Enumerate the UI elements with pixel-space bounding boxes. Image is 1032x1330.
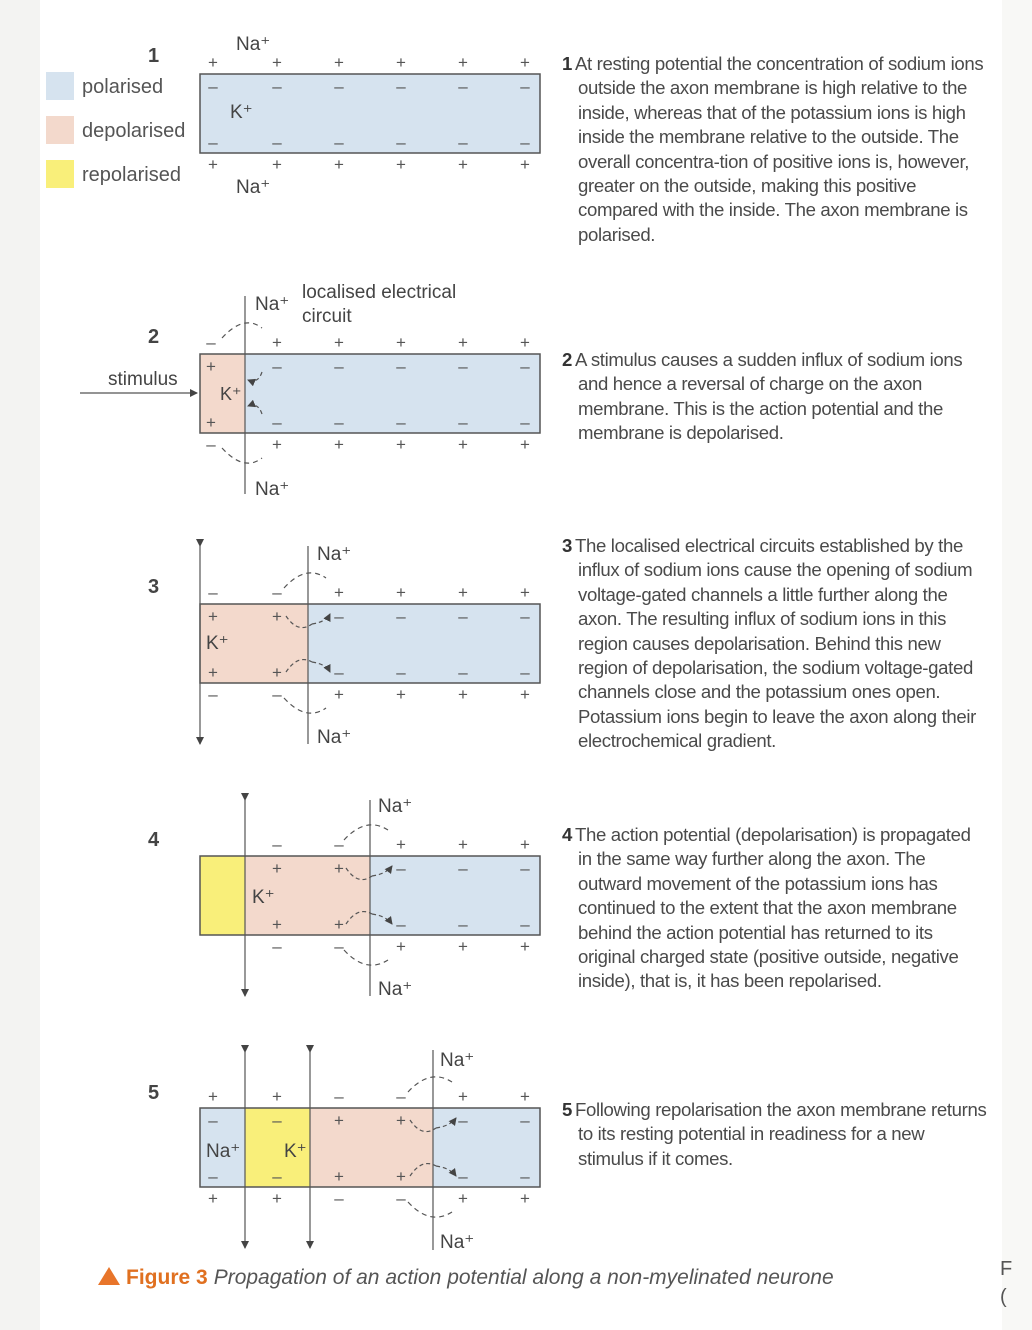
plus-charge: + bbox=[396, 835, 406, 854]
panel-number-1: 1 bbox=[148, 45, 160, 67]
minus-charge: – bbox=[520, 77, 530, 96]
panel-description-text: Following repolarisation the axon membrane returns to its resting potential in readiness for a new stimulus if it comes. bbox=[575, 1099, 987, 1169]
sodium-ion-label: Na⁺ bbox=[317, 544, 352, 565]
legend-swatch-polarised bbox=[46, 72, 74, 100]
plus-charge: + bbox=[272, 607, 282, 626]
plus-charge: + bbox=[396, 1111, 406, 1130]
minus-charge: – bbox=[272, 583, 282, 602]
minus-charge: – bbox=[458, 357, 468, 376]
plus-charge: + bbox=[458, 435, 468, 454]
localised-circuit-label: localised electrical bbox=[302, 282, 457, 303]
plus-charge: + bbox=[334, 685, 344, 704]
plus-charge: + bbox=[458, 685, 468, 704]
plus-charge: + bbox=[272, 915, 282, 934]
plus-charge: + bbox=[458, 583, 468, 602]
panel-description-number: 5 bbox=[562, 1099, 572, 1120]
sodium-ion-label: Na⁺ bbox=[236, 177, 271, 198]
plus-charge: + bbox=[334, 915, 344, 934]
minus-charge: – bbox=[334, 835, 344, 854]
plus-charge: + bbox=[334, 1111, 344, 1130]
plus-charge: + bbox=[458, 155, 468, 174]
axon-panel-2 bbox=[80, 282, 540, 500]
plus-charge: + bbox=[520, 583, 530, 602]
plus-charge: + bbox=[334, 53, 344, 72]
minus-charge: – bbox=[272, 77, 282, 96]
plus-charge: + bbox=[520, 155, 530, 174]
plus-charge: + bbox=[272, 155, 282, 174]
minus-charge: – bbox=[206, 333, 216, 352]
local-circuit-arrow bbox=[284, 573, 326, 588]
plus-charge: + bbox=[208, 53, 218, 72]
minus-charge: – bbox=[396, 357, 406, 376]
plus-charge: + bbox=[520, 937, 530, 956]
next-page-glyph: F bbox=[1000, 1258, 1013, 1280]
plus-charge: + bbox=[458, 1087, 468, 1106]
local-circuit-arrow bbox=[222, 448, 262, 463]
figure-caption-text: Propagation of an action potential along a non-myelinated neurone bbox=[213, 1266, 834, 1289]
plus-charge: + bbox=[396, 333, 406, 352]
panel-number-2: 2 bbox=[148, 326, 160, 348]
minus-charge: – bbox=[334, 663, 344, 682]
plus-charge: + bbox=[334, 1167, 344, 1186]
sodium-ion-label: Na⁺ bbox=[236, 34, 271, 55]
minus-charge: – bbox=[334, 133, 344, 152]
minus-charge: – bbox=[334, 413, 344, 432]
panel-number-4: 4 bbox=[148, 829, 160, 851]
minus-charge: – bbox=[334, 357, 344, 376]
minus-charge: – bbox=[396, 1087, 406, 1106]
potassium-ion-label: K⁺ bbox=[206, 633, 229, 654]
plus-charge: + bbox=[458, 53, 468, 72]
plus-charge: + bbox=[520, 435, 530, 454]
sodium-ion-label: Na⁺ bbox=[206, 1141, 241, 1162]
panel-description-4 bbox=[562, 823, 987, 994]
figure-label: Figure 3 bbox=[126, 1266, 208, 1289]
legend-label-repolarised: repolarised bbox=[82, 164, 181, 186]
minus-charge: – bbox=[208, 77, 218, 96]
minus-charge: – bbox=[458, 859, 468, 878]
local-circuit-arrow bbox=[284, 698, 326, 713]
minus-charge: – bbox=[272, 1111, 282, 1130]
minus-charge: – bbox=[208, 133, 218, 152]
panel-description-text: The localised electrical circuits established by the influx of sodium ions cause the opening of sodium voltage-gated channels a little further along the axon. The resulting influx of sodium ions in this region causes depolarisation. Behind this new region of depolarisation, the sodium voltage-gated channels close and the potassium ones open. Potassium ions begin to leave the axon along their electrochemical gradient. bbox=[575, 535, 977, 752]
minus-charge: – bbox=[458, 133, 468, 152]
plus-charge: + bbox=[396, 1167, 406, 1186]
local-circuit-arrow bbox=[222, 323, 262, 338]
panel-number-3: 3 bbox=[148, 576, 160, 598]
minus-charge: – bbox=[334, 1087, 344, 1106]
plus-charge: + bbox=[334, 583, 344, 602]
panel-description-1 bbox=[562, 52, 987, 247]
axon-region-repolarised bbox=[200, 856, 245, 935]
plus-charge: + bbox=[272, 859, 282, 878]
minus-charge: – bbox=[272, 937, 282, 956]
minus-charge: – bbox=[334, 1189, 344, 1208]
local-circuit-arrow bbox=[408, 1077, 452, 1092]
minus-charge: – bbox=[520, 1111, 530, 1130]
panel-description-number: 3 bbox=[562, 535, 572, 556]
plus-charge: + bbox=[396, 435, 406, 454]
axon-region-polarised bbox=[245, 354, 540, 433]
axon-panel-5 bbox=[200, 1050, 540, 1253]
plus-charge: + bbox=[206, 357, 216, 376]
plus-charge: + bbox=[208, 1087, 218, 1106]
minus-charge: – bbox=[396, 663, 406, 682]
minus-charge: – bbox=[206, 435, 216, 454]
minus-charge: – bbox=[458, 607, 468, 626]
panel-description-text: A stimulus causes a sudden influx of sodium ions and hence a reversal of charge on the axon membrane. This is the action potential and the membrane is depolarised. bbox=[575, 349, 963, 444]
minus-charge: – bbox=[520, 413, 530, 432]
minus-charge: – bbox=[458, 77, 468, 96]
minus-charge: – bbox=[272, 357, 282, 376]
plus-charge: + bbox=[206, 413, 216, 432]
legend-label-polarised: polarised bbox=[82, 76, 164, 98]
figure-caption bbox=[98, 1266, 834, 1290]
panel-description-5 bbox=[562, 1098, 987, 1171]
minus-charge: – bbox=[208, 1167, 218, 1186]
axon-panel-1 bbox=[200, 34, 540, 198]
minus-charge: – bbox=[520, 133, 530, 152]
plus-charge: + bbox=[272, 53, 282, 72]
panel-description-number: 2 bbox=[562, 349, 572, 370]
minus-charge: – bbox=[272, 133, 282, 152]
potassium-ion-label: K⁺ bbox=[230, 102, 253, 123]
minus-charge: – bbox=[334, 607, 344, 626]
minus-charge: – bbox=[334, 77, 344, 96]
plus-charge: + bbox=[520, 1087, 530, 1106]
panel-number-5: 5 bbox=[148, 1082, 160, 1104]
plus-charge: + bbox=[334, 435, 344, 454]
plus-charge: + bbox=[520, 333, 530, 352]
plus-charge: + bbox=[334, 859, 344, 878]
plus-charge: + bbox=[334, 333, 344, 352]
local-circuit-arrow bbox=[344, 825, 388, 840]
sodium-ion-label: Na⁺ bbox=[317, 727, 352, 748]
minus-charge: – bbox=[520, 1167, 530, 1186]
minus-charge: – bbox=[396, 1189, 406, 1208]
plus-charge: + bbox=[458, 1189, 468, 1208]
minus-charge: – bbox=[272, 685, 282, 704]
minus-charge: – bbox=[208, 583, 218, 602]
plus-charge: + bbox=[334, 155, 344, 174]
axon-panel-4 bbox=[200, 796, 540, 1000]
minus-charge: – bbox=[458, 1111, 468, 1130]
sodium-ion-label: Na⁺ bbox=[378, 979, 413, 1000]
panel-description-number: 1 bbox=[562, 53, 572, 74]
plus-charge: + bbox=[520, 685, 530, 704]
minus-charge: – bbox=[272, 413, 282, 432]
minus-charge: – bbox=[520, 859, 530, 878]
sodium-ion-label: Na⁺ bbox=[440, 1232, 475, 1253]
minus-charge: – bbox=[520, 607, 530, 626]
legend-label-depolarised: depolarised bbox=[82, 120, 186, 142]
plus-charge: + bbox=[272, 1087, 282, 1106]
plus-charge: + bbox=[458, 835, 468, 854]
next-page-glyph: ( bbox=[1000, 1286, 1007, 1308]
sodium-ion-label: Na⁺ bbox=[255, 479, 290, 500]
minus-charge: – bbox=[208, 685, 218, 704]
minus-charge: – bbox=[396, 413, 406, 432]
plus-charge: + bbox=[396, 155, 406, 174]
minus-charge: – bbox=[458, 915, 468, 934]
legend-swatch-depolarised bbox=[46, 116, 74, 144]
plus-charge: + bbox=[272, 333, 282, 352]
plus-charge: + bbox=[520, 53, 530, 72]
panel-description-text: At resting potential the concentration of sodium ions outside the axon membrane is high relative to the inside, whereas that of the potassium ions is high inside the membrane relative to the outside. The overall concentra-tion of positive ions is, however, greater on the outside, making this positive compared with the inside. The axon membrane is polarised. bbox=[575, 53, 984, 245]
localised-circuit-label: circuit bbox=[302, 306, 352, 327]
plus-charge: + bbox=[520, 1189, 530, 1208]
minus-charge: – bbox=[396, 915, 406, 934]
minus-charge: – bbox=[520, 915, 530, 934]
potassium-ion-label: K⁺ bbox=[284, 1141, 307, 1162]
plus-charge: + bbox=[396, 685, 406, 704]
minus-charge: – bbox=[208, 1111, 218, 1130]
panel-description-2 bbox=[562, 348, 987, 446]
plus-charge: + bbox=[272, 435, 282, 454]
minus-charge: – bbox=[458, 1167, 468, 1186]
minus-charge: – bbox=[396, 607, 406, 626]
plus-charge: + bbox=[208, 607, 218, 626]
axon-region-depolarised bbox=[310, 1108, 433, 1187]
sodium-ion-label: Na⁺ bbox=[378, 796, 413, 817]
panel-description-3 bbox=[562, 534, 987, 754]
plus-charge: + bbox=[458, 937, 468, 956]
potassium-ion-label: K⁺ bbox=[220, 384, 242, 404]
local-circuit-arrow bbox=[344, 950, 388, 965]
potassium-ion-label: K⁺ bbox=[252, 887, 275, 908]
plus-charge: + bbox=[272, 1189, 282, 1208]
plus-charge: + bbox=[208, 1189, 218, 1208]
plus-charge: + bbox=[208, 663, 218, 682]
minus-charge: – bbox=[396, 859, 406, 878]
plus-charge: + bbox=[520, 835, 530, 854]
local-circuit-arrow bbox=[408, 1202, 452, 1217]
minus-charge: – bbox=[272, 835, 282, 854]
plus-charge: + bbox=[396, 937, 406, 956]
plus-charge: + bbox=[396, 583, 406, 602]
minus-charge: – bbox=[272, 1167, 282, 1186]
panel-description-number: 4 bbox=[562, 824, 572, 845]
minus-charge: – bbox=[334, 937, 344, 956]
minus-charge: – bbox=[396, 133, 406, 152]
plus-charge: + bbox=[208, 155, 218, 174]
minus-charge: – bbox=[520, 663, 530, 682]
legend bbox=[46, 72, 185, 188]
minus-charge: – bbox=[458, 663, 468, 682]
stimulus-label: stimulus bbox=[108, 369, 178, 390]
sodium-ion-label: Na⁺ bbox=[255, 294, 290, 315]
minus-charge: – bbox=[458, 413, 468, 432]
plus-charge: + bbox=[396, 53, 406, 72]
panel-description-text: The action potential (depolarisation) is propagated in the same way further along the axon. The outward movement of the potassium ions has continued to the extent that the axon membrane behind the action potential has returned to its original charged state (positive outside, negative inside), that is, it has been repolarised. bbox=[575, 824, 971, 992]
plus-charge: + bbox=[272, 663, 282, 682]
axon-panel-3 bbox=[200, 544, 540, 748]
plus-charge: + bbox=[458, 333, 468, 352]
minus-charge: – bbox=[520, 357, 530, 376]
legend-swatch-repolarised bbox=[46, 160, 74, 188]
sodium-ion-label: Na⁺ bbox=[440, 1050, 475, 1071]
minus-charge: – bbox=[396, 77, 406, 96]
caption-triangle-icon bbox=[98, 1267, 120, 1285]
